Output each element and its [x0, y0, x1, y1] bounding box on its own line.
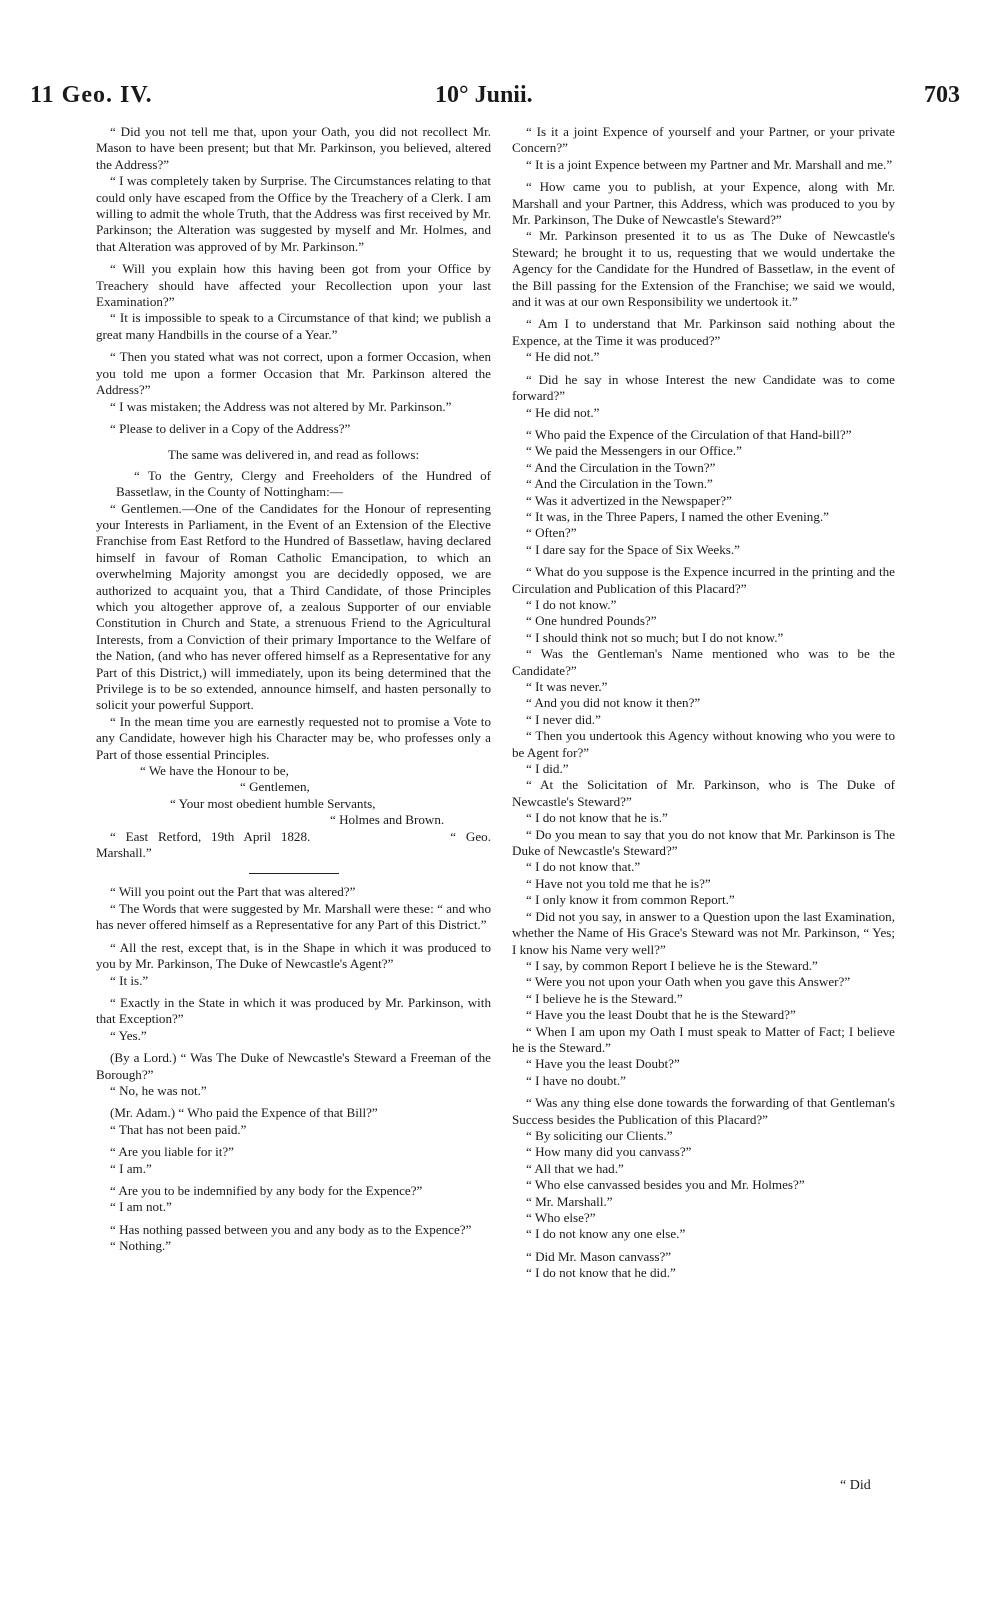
page-number: 703	[924, 82, 960, 108]
paragraph: “ Please to deliver in a Copy of the Address?”	[110, 420, 351, 436]
paragraph: “ Were you not upon your Oath when you gave this Answer?”	[526, 974, 851, 990]
paragraph: “ It was, in the Three Papers, I named the other Evening.”	[526, 508, 829, 524]
paragraph: “ And the Circulation in the Town?”	[526, 459, 716, 475]
delivered-line: The same was delivered in, and read as follows:	[167, 447, 420, 463]
paragraph: “ When I am upon my Oath I must speak to Matter of Fact; I believe he is the Steward.”	[512, 1023, 895, 1055]
address-paragraph: “ Gentlemen.—One of the Candidates for the Honour of representing your Interests in Parliament, in the Event of an Extension of the Elective Franchise from East Retford to the Hundred of Bassetlaw, having declared himself in favour of Roman Catholic Emancipation, to which an overwhelming Majority amongst you are decidedly opposed, we are authorized to acquaint you, that a Third Candidate, of those Principles which you altogether approve of, a zealous Supporter of our enviable Constitution in Church and State, a strenuous Friend to the Agricultural Interests, from a Conviction of their primary Importance to the Welfare of the Nation, (and who has never offered himself as a Representative for any Part of this District,) will immediately, upon its being determined that the Privilege is to be so extended, announce himself, and hasten personally to solicit your powerful Support.	[96, 500, 491, 713]
paragraph: “ Is it a joint Expence of yourself and your Partner, or your private Concern?”	[512, 124, 895, 156]
paragraph: “ Then you undertook this Agency without knowing who you were to be Agent for?”	[512, 728, 895, 760]
divider	[249, 873, 339, 874]
paragraph: “ I was completely taken by Surprise. The Circumstances relating to that could only have escaped from the Office by the Treachery of a Clerk. I am willing to admit the whole Truth, that the Address was first received by Mr. Parkinson; the Alteration was suggested by myself and Mr. Holmes, and that Alteration was approved of by Mr. Parkinson.”	[96, 173, 491, 254]
paragraph: “ I should think not so much; but I do not know.”	[526, 629, 784, 645]
paragraph: “ I never did.”	[526, 711, 601, 727]
paragraph: “ Did Mr. Mason canvass?”	[526, 1248, 672, 1264]
right-column	[512, 124, 895, 1282]
paragraph: “ Who else canvassed besides you and Mr. Holmes?”	[526, 1177, 805, 1193]
paragraph: “ I have no doubt.”	[526, 1072, 626, 1088]
paragraph: “ All that we had.”	[526, 1160, 624, 1176]
paragraph: “ What do you suppose is the Expence incurred in the printing and the Circulation and Publication of this Placard?”	[512, 564, 895, 596]
paragraph: “ At the Solicitation of Mr. Parkinson, who is The Duke of Newcastle's Steward?”	[512, 777, 895, 809]
regnal-year: 11 Geo. IV.	[30, 82, 153, 108]
paragraph: “ It is a joint Expence between my Partner and Mr. Marshall and me.”	[526, 156, 893, 172]
paragraph: “ Are you liable for it?”	[110, 1144, 234, 1160]
paragraph: “ It was never.”	[526, 679, 608, 694]
paragraph: “ I am not.”	[110, 1199, 172, 1215]
paragraph: “ Am I to understand that Mr. Parkinson said nothing about the Expence, at the Time it was produced?”	[512, 316, 895, 348]
date-heading: 10° Junii.	[435, 82, 533, 108]
paragraph: “ The Words that were suggested by Mr. Marshall were these: “ and who has never offered himself as a Representative for any Part of this District.”	[96, 900, 491, 933]
paragraph: “ And the Circulation in the Town.”	[526, 476, 713, 492]
paragraph: “ I say, by common Report I believe he is the Steward.”	[526, 957, 818, 973]
paragraph: “ I dare say for the Space of Six Weeks.”	[526, 541, 740, 557]
paragraph: “ Did you not tell me that, upon your Oath, you did not recollect Mr. Mason to have been present; but that Mr. Parkinson, you believed, altered the Address?”	[96, 124, 491, 172]
paragraph: “ All the rest, except that, is in the Shape in which it was produced to you by Mr. Parkinson, The Duke of Newcastle's Agent?”	[96, 939, 491, 972]
signature-block	[96, 763, 491, 861]
paragraph: “ Was any thing else done towards the forwarding of that Gentleman's Success besides the Publication of this Placard?”	[512, 1095, 895, 1127]
paragraph: “ Was the Gentleman's Name mentioned who was to be the Candidate?”	[512, 646, 895, 678]
paragraph: “ Did not you say, in answer to a Question upon the last Examination, whether the Name of His Grace's Steward was not Mr. Parkinson, “ Yes; I know his Name very well?”	[512, 908, 895, 957]
paragraph: “ I am.”	[110, 1160, 152, 1176]
paragraph: “ Has nothing passed between you and any body as to the Expence?”	[110, 1221, 472, 1237]
paragraph: “ I did.”	[526, 761, 569, 777]
signature-line: “ We have the Honour to be,	[140, 763, 289, 779]
paragraph: (By a Lord.) “ Was The Duke of Newcastle's Steward a Freeman of the Borough?”	[96, 1050, 491, 1082]
paragraph: “ No, he was not.”	[110, 1082, 207, 1098]
paragraph: “ Often?”	[526, 525, 577, 541]
signature-name: “ Geo. Marshall.”	[96, 828, 491, 861]
paragraph: “ Have you the least Doubt that he is the Steward?”	[526, 1007, 796, 1023]
paragraph: “ One hundred Pounds?”	[526, 613, 657, 629]
paragraph: “ Are you to be indemnified by any body for the Expence?”	[110, 1182, 423, 1198]
paragraph: “ Have not you told me that he is?”	[526, 875, 711, 891]
place-date: “ East Retford, 19th April 1828.	[110, 828, 311, 844]
paragraph: “ Exactly in the State in which it was produced by Mr. Parkinson, with that Exception?”	[96, 994, 491, 1027]
paragraph: “ It is impossible to speak to a Circumstance of that kind; we publish a great many Handbills in the course of a Year.”	[96, 310, 491, 342]
paragraph: “ Yes.”	[110, 1027, 147, 1043]
paragraph: “ Mr. Parkinson presented it to us as The Duke of Newcastle's Steward; he brought it to us, requesting that we would undertake the Agency for the Candidate for the Hundred of Bassetlaw, in the event of the Bill passing for the Extension of the Franchise; we said we would, and it was at our own Responsibility we undertook it.”	[512, 228, 895, 310]
paragraph: “ Mr. Marshall.”	[526, 1193, 613, 1209]
address-heading: “ To the Gentry, Clergy and Freeholders of the Hundred of Bassetlaw, in the County of Nottingham:—	[116, 467, 491, 500]
paragraph: “ I do not know that.”	[526, 859, 641, 875]
paragraph: “ Then you stated what was not correct, upon a former Occasion, when you told me upon a former Occasion that Mr. Parkinson altered the Address?”	[96, 349, 491, 398]
paragraph: “ He did not.”	[526, 404, 600, 420]
left-column	[96, 124, 491, 1255]
paragraph: “ I do not know.”	[526, 596, 617, 612]
catchword: “ Did	[840, 1478, 871, 1493]
paragraph: “ How came you to publish, at your Expence, along with Mr. Marshall and your Partner, this Address, which was produced to you by Mr. Parkinson, The Duke of Newcastle's Steward?”	[512, 179, 895, 228]
address-paragraph: “ In the mean time you are earnestly requested not to promise a Vote to any Candidate, however high his Character may be, who professes only a Part of those essential Principles.	[96, 713, 491, 762]
paragraph: “ Will you explain how this having been got from your Office by Treachery should have affected your Recollection upon your last Examination?”	[96, 261, 491, 310]
paragraph: “ That has not been paid.”	[110, 1121, 247, 1137]
paragraph: “ We paid the Messengers in our Office.”	[526, 443, 742, 459]
paragraph: (Mr. Adam.) “ Who paid the Expence of that Bill?”	[110, 1105, 378, 1121]
paragraph: “ I was mistaken; the Address was not altered by Mr. Parkinson.”	[110, 398, 452, 414]
paragraph: “ Did he say in whose Interest the new Candidate was to come forward?”	[512, 371, 895, 404]
paragraph: “ I do not know that he is.”	[526, 810, 668, 826]
signature-line: “ Gentlemen,	[240, 779, 310, 795]
paragraph: “ I do not know any one else.”	[526, 1226, 686, 1242]
paragraph: “ Who paid the Expence of the Circulation of that Hand-bill?”	[526, 426, 852, 442]
paragraph: “ I believe he is the Steward.”	[526, 990, 683, 1006]
page-header	[30, 82, 960, 114]
paragraph: “ Nothing.”	[110, 1238, 172, 1254]
paragraph: “ Have you the least Doubt?”	[526, 1056, 680, 1072]
paragraph: “ Was it advertized in the Newspaper?”	[526, 492, 732, 508]
signature-line: “ Your most obedient humble Servants,	[170, 795, 376, 811]
paragraph: “ How many did you canvass?”	[526, 1144, 692, 1160]
signature-line	[96, 829, 491, 862]
paragraph: “ Who else?”	[526, 1210, 596, 1225]
paragraph: “ And you did not know it then?”	[526, 695, 701, 711]
paragraph: “ I only know it from common Report.”	[526, 892, 735, 908]
paragraph: “ By soliciting our Clients.”	[526, 1127, 673, 1143]
paragraph: “ Do you mean to say that you do not know that Mr. Parkinson is The Duke of Newcastle's Steward?”	[512, 826, 895, 859]
paragraph: “ He did not.”	[526, 349, 600, 365]
paragraph: “ It is.”	[110, 972, 149, 988]
paragraph: “ I do not know that he did.”	[526, 1265, 676, 1281]
signature-line: “ Holmes and Brown.	[330, 812, 445, 828]
paragraph: “ Will you point out the Part that was altered?”	[110, 884, 356, 900]
